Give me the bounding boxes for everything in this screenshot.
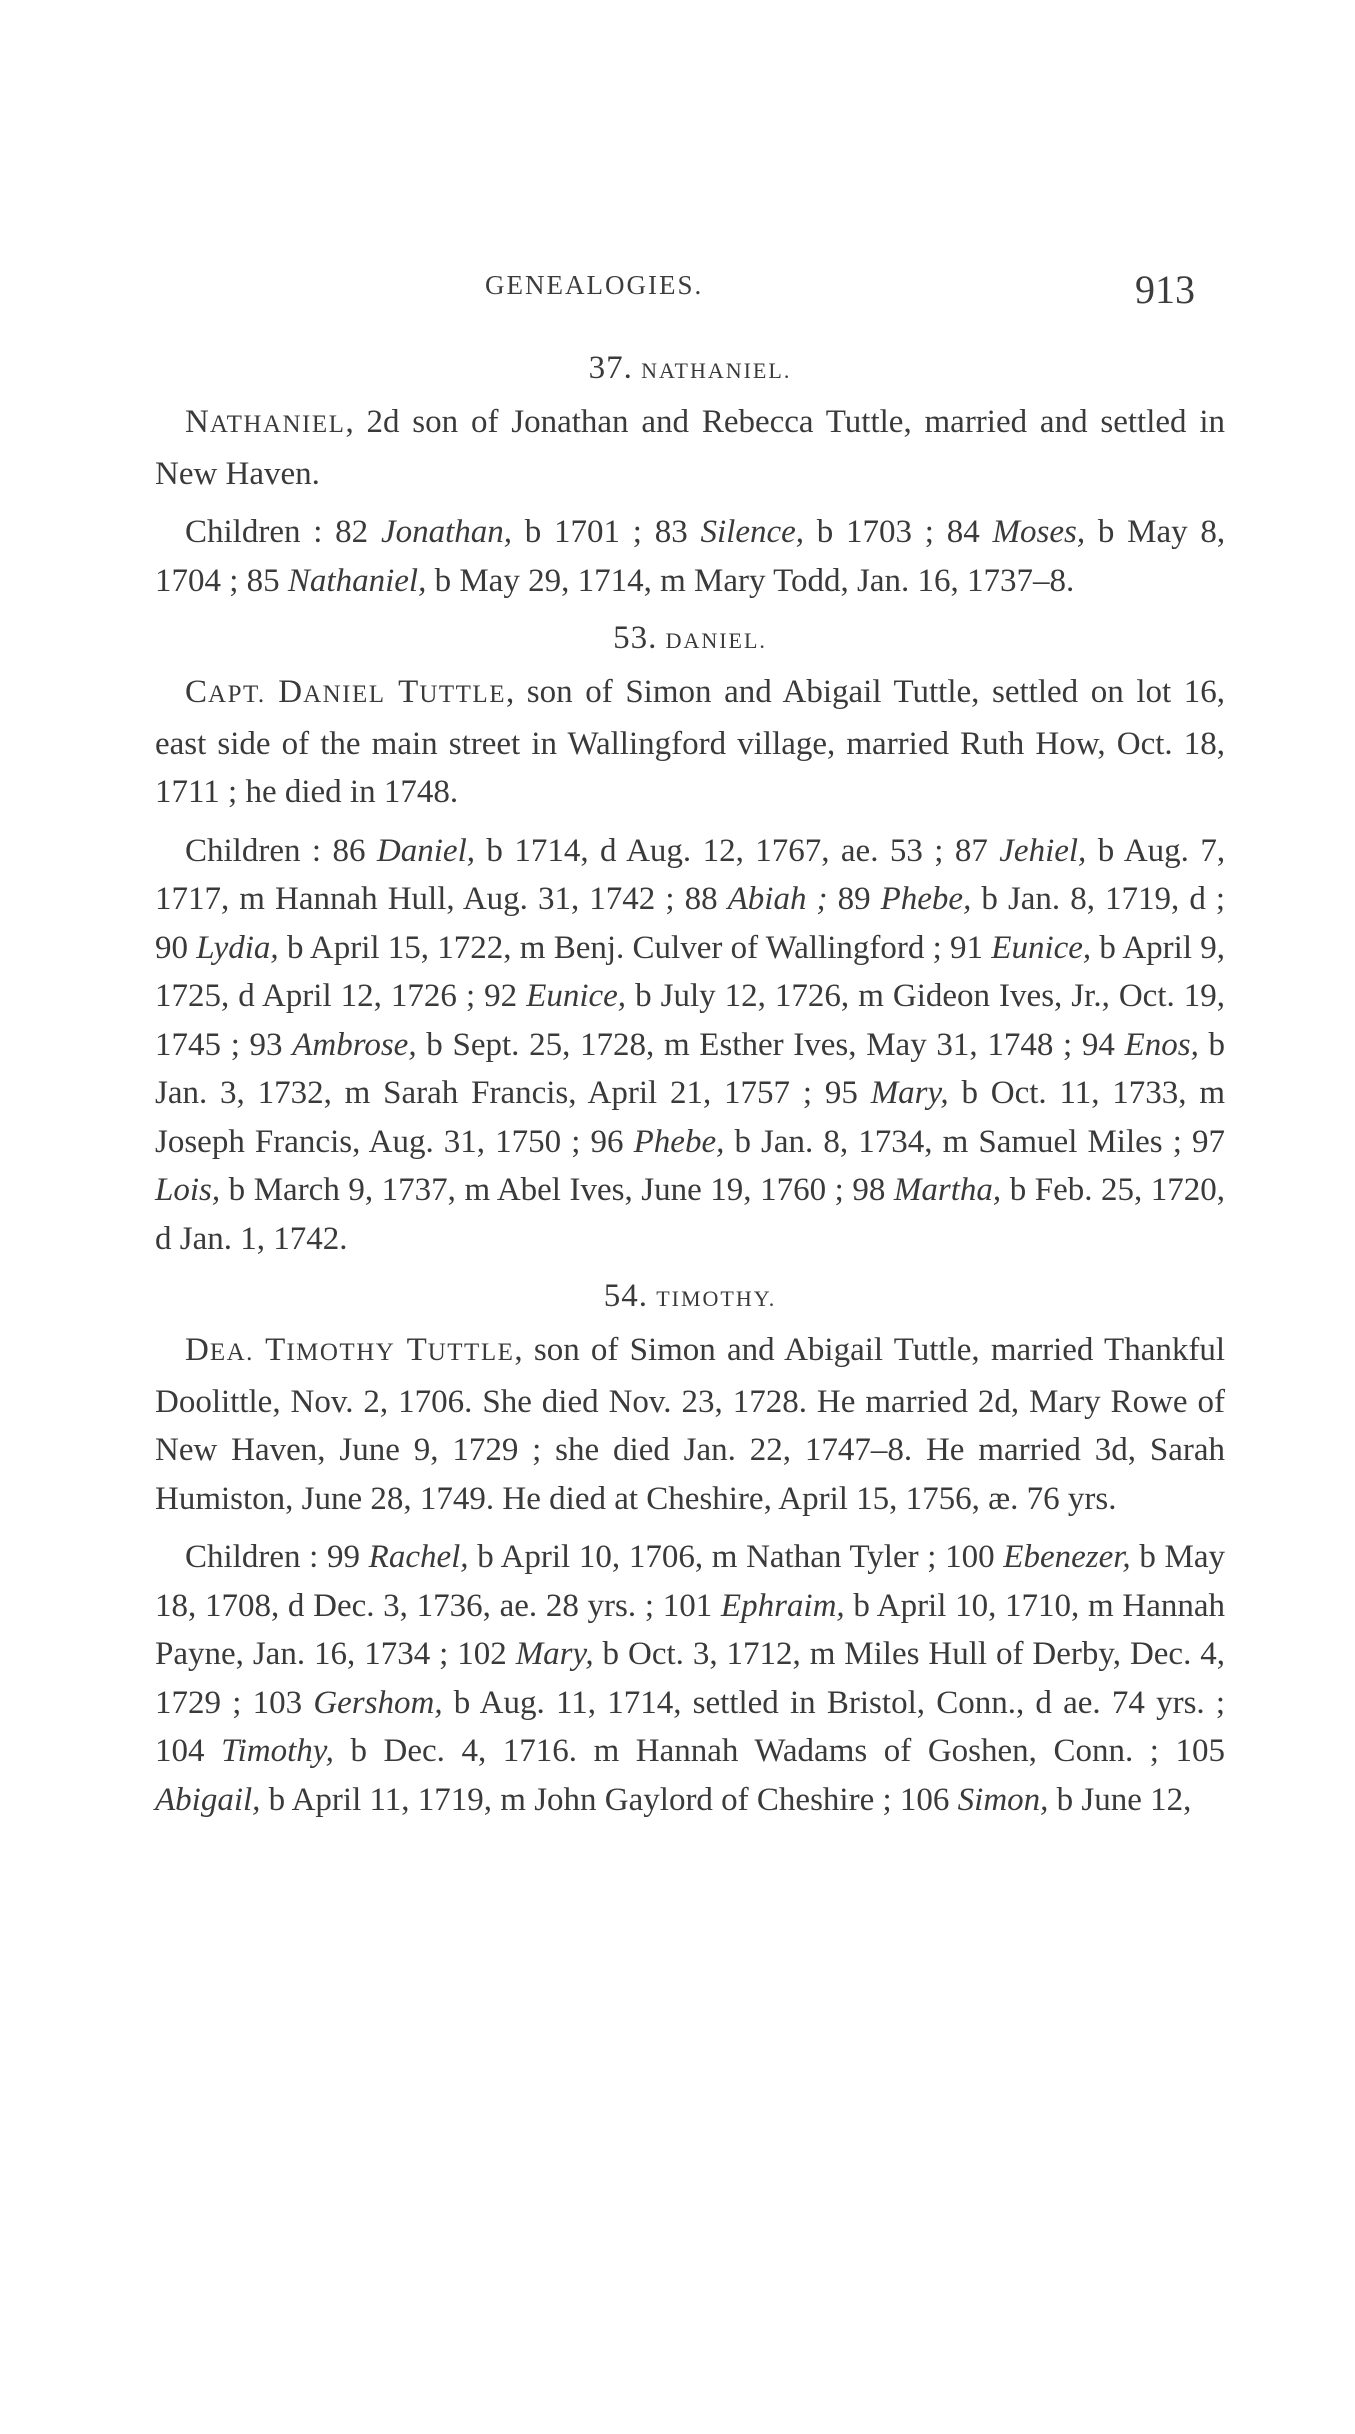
child-name: Daniel,	[376, 832, 475, 869]
lead-small: APT.	[208, 681, 266, 708]
child-number: 101	[662, 1587, 713, 1624]
section-nathaniel	[155, 345, 1225, 605]
child-entry	[675, 881, 828, 917]
child-details: b April 15, 1722, m Benj. Culver of Wallingford ;	[286, 929, 942, 966]
section-daniel	[155, 615, 1225, 1263]
child-number: 93	[249, 1026, 283, 1063]
child-number: 95	[824, 1075, 858, 1111]
child-details: b Oct. 11, 1733, m Joseph Francis, Aug. 31, 1750 ;	[155, 1075, 1226, 1160]
child-entry	[892, 1782, 1192, 1818]
child-name: Silence,	[700, 514, 805, 550]
children-label: Children :	[185, 832, 322, 869]
child-name: Rachel,	[368, 1539, 469, 1575]
child-entry	[238, 563, 1074, 599]
child-number: 87	[954, 832, 988, 869]
child-details: b Dec. 4, 1716. m Hannah Wadams of Goshen, Conn. ;	[350, 1733, 1159, 1769]
child-number: 84	[946, 514, 980, 550]
surname-cap: T	[406, 1332, 428, 1368]
child-name: Martha,	[893, 1172, 1002, 1208]
child-number: 102	[457, 1636, 507, 1672]
section-intro	[155, 1326, 1225, 1523]
child-details: b April 11, 1719, m John Gaylord of Cheshire ;	[268, 1781, 892, 1818]
child-name: Mary,	[515, 1636, 594, 1672]
child-name: Timothy,	[221, 1733, 334, 1769]
section-intro	[155, 668, 1225, 817]
child-details: b Jan. 3, 1732, m Sarah Francis, April 21, 1757 ;	[155, 1026, 1225, 1111]
child-number: 86	[332, 832, 366, 869]
child-number: 106	[899, 1781, 950, 1818]
child-name: Jonathan,	[380, 514, 513, 550]
section-name: TIMOTHY.	[656, 1286, 777, 1311]
section-name: NATHANIEL.	[641, 358, 792, 383]
lead-cap: N	[185, 404, 210, 440]
child-name: Phebe,	[880, 881, 972, 917]
running-title: GENEALOGIES.	[485, 270, 704, 300]
name-cap: D	[278, 674, 304, 710]
child-entry	[240, 1027, 1072, 1063]
child-name: Simon,	[957, 1781, 1049, 1818]
child-name: Lois,	[155, 1172, 221, 1208]
intro-text: , 2d son of Jonathan and Rebecca Tuttle, married and settled in New Haven.	[155, 404, 1225, 492]
running-head	[155, 266, 1225, 326]
child-entry	[321, 833, 943, 869]
child-name: Ambrose,	[292, 1026, 417, 1063]
child-entry	[322, 514, 642, 550]
child-details: b Feb. 25, 1720, d Jan. 1, 1742.	[155, 1172, 1226, 1257]
child-details: b Oct. 3, 1712, m Miles Hull of Derby, Dec. 4, 1729 ;	[155, 1636, 1226, 1721]
child-details: b Jan. 8, 1734, m Samuel Miles ;	[734, 1123, 1182, 1160]
name-small: IMOTHY	[286, 1339, 396, 1366]
section-timothy	[155, 1273, 1225, 1824]
child-name: Ephraim,	[720, 1587, 845, 1624]
child-number: 104	[155, 1733, 205, 1769]
child-name: Abigail,	[155, 1781, 261, 1818]
child-details: b May 29, 1714, m Mary Todd, Jan. 16, 1737–8.	[434, 562, 1075, 599]
child-details: b Aug. 11, 1714, settled in Bristol, Conn., d ae. 74 yrs. ;	[453, 1684, 1226, 1721]
children-label: Children :	[185, 1539, 319, 1575]
child-number: 99	[327, 1539, 360, 1575]
surname-cap: T	[398, 674, 420, 710]
child-details: b April 10, 1710, m Hannah Payne, Jan. 16, 1734 ;	[155, 1587, 1226, 1672]
child-number: 94	[1081, 1026, 1115, 1063]
child-name: Lydia,	[196, 929, 279, 966]
child-entry	[828, 881, 1226, 917]
child-details: b 1714, d Aug. 12, 1767, ae. 53 ;	[486, 832, 944, 869]
child-entry	[241, 1685, 1225, 1721]
section-name: DANIEL.	[665, 628, 767, 653]
child-entry	[155, 930, 942, 966]
child-number: 91	[950, 929, 984, 966]
child-details: b May 8, 1704 ;	[155, 514, 1226, 599]
child-details: b March 9, 1737, m Abel Ives, June 19, 1760 ;	[228, 1172, 844, 1208]
child-details: b May 18, 1708, d Dec. 3, 1736, ae. 28 yrs. ;	[155, 1539, 1226, 1624]
child-details: b Sept. 25, 1728, m Esther Ives, May 31, 1748 ;	[426, 1026, 1073, 1063]
child-number: 96	[590, 1123, 624, 1160]
child-number: 98	[852, 1172, 886, 1208]
child-name: Moses,	[992, 514, 1086, 550]
child-details: b 1703 ;	[816, 514, 934, 550]
children-list	[155, 1533, 1225, 1824]
children-label: Children :	[185, 514, 323, 550]
section-heading	[155, 615, 1225, 664]
child-details: b July 12, 1726, m Gideon Ives, Jr., Oct. 19, 1745 ;	[155, 978, 1226, 1063]
section-number: 54.	[603, 1278, 648, 1314]
section-intro	[155, 398, 1225, 498]
lead-cap: C	[185, 674, 209, 710]
section-number: 53.	[613, 620, 658, 656]
child-number: 82	[335, 514, 369, 550]
name-cap: T	[265, 1332, 287, 1368]
child-details: b 1701 ;	[524, 514, 642, 550]
child-number: 92	[484, 978, 518, 1014]
child-number: 97	[1192, 1123, 1226, 1160]
child-name: Nathaniel,	[287, 562, 427, 599]
child-name: Eunice,	[991, 929, 1092, 966]
child-number: 103	[252, 1684, 303, 1721]
children-list	[155, 508, 1225, 605]
child-name: Abiah ;	[727, 881, 828, 917]
page-body	[155, 345, 1225, 1834]
name-small: ANIEL	[303, 681, 386, 708]
child-details: b Jan. 8, 1719, d ;	[981, 881, 1226, 917]
child-name: Eunice,	[526, 978, 627, 1014]
lead-small: EA.	[209, 1339, 254, 1366]
child-entry	[642, 514, 934, 550]
child-number: 85	[246, 562, 280, 599]
child-name: Mary,	[870, 1075, 949, 1111]
child-number: 90	[155, 929, 188, 966]
child-name: Enos,	[1124, 1026, 1199, 1063]
child-number: 88	[684, 881, 718, 917]
child-entry	[580, 1124, 1181, 1160]
intro-text: , son of Simon and Abigail Tuttle, settled on lot 16, east side of the main street in Wallingford village, married Ruth How, Oct. 18, 1711 ; he died in 1748.	[155, 674, 1225, 810]
child-entry	[155, 1733, 1159, 1769]
page-number: 913	[1135, 267, 1195, 312]
surname-small: UTTLE	[419, 681, 506, 708]
child-name: Phebe,	[633, 1123, 725, 1160]
surname-small: UTTLE	[427, 1339, 515, 1366]
child-number: 89	[837, 881, 871, 917]
child-name: Gershom,	[313, 1684, 443, 1721]
section-heading	[155, 345, 1225, 394]
lead-cap: D	[185, 1332, 210, 1368]
intro-text: , son of Simon and Abigail Tuttle, married Thankful Doolittle, Nov. 2, 1706. She died Nov. 23, 1728. He married 2d, Mary Rowe of New Haven, June 9, 1729 ; she died Jan. 22, 1747–8. He married 3d, Sarah Humiston, June 28, 1749. He died at Cheshire, April 15, 1756, æ. 76 yrs.	[155, 1332, 1226, 1517]
child-number: 100	[945, 1539, 995, 1575]
child-entry	[318, 1539, 936, 1575]
section-heading	[155, 1273, 1225, 1322]
child-name: Jehiel,	[999, 832, 1087, 869]
children-list	[155, 827, 1225, 1264]
child-details: b Aug. 7, 1717, m Hannah Hull, Aug. 31, 1742 ;	[155, 832, 1226, 917]
child-details: b June 12,	[1056, 1781, 1192, 1818]
child-details: b April 10, 1706, m Nathan Tyler ;	[477, 1539, 937, 1575]
lead-small: ATHANIEL	[209, 411, 346, 438]
child-details: b April 9, 1725, d April 12, 1726 ;	[155, 929, 1225, 1014]
child-name: Ebenezer,	[1003, 1539, 1131, 1575]
child-number: 83	[654, 514, 688, 550]
section-number: 37.	[588, 350, 633, 386]
child-number: 105	[1175, 1733, 1226, 1769]
